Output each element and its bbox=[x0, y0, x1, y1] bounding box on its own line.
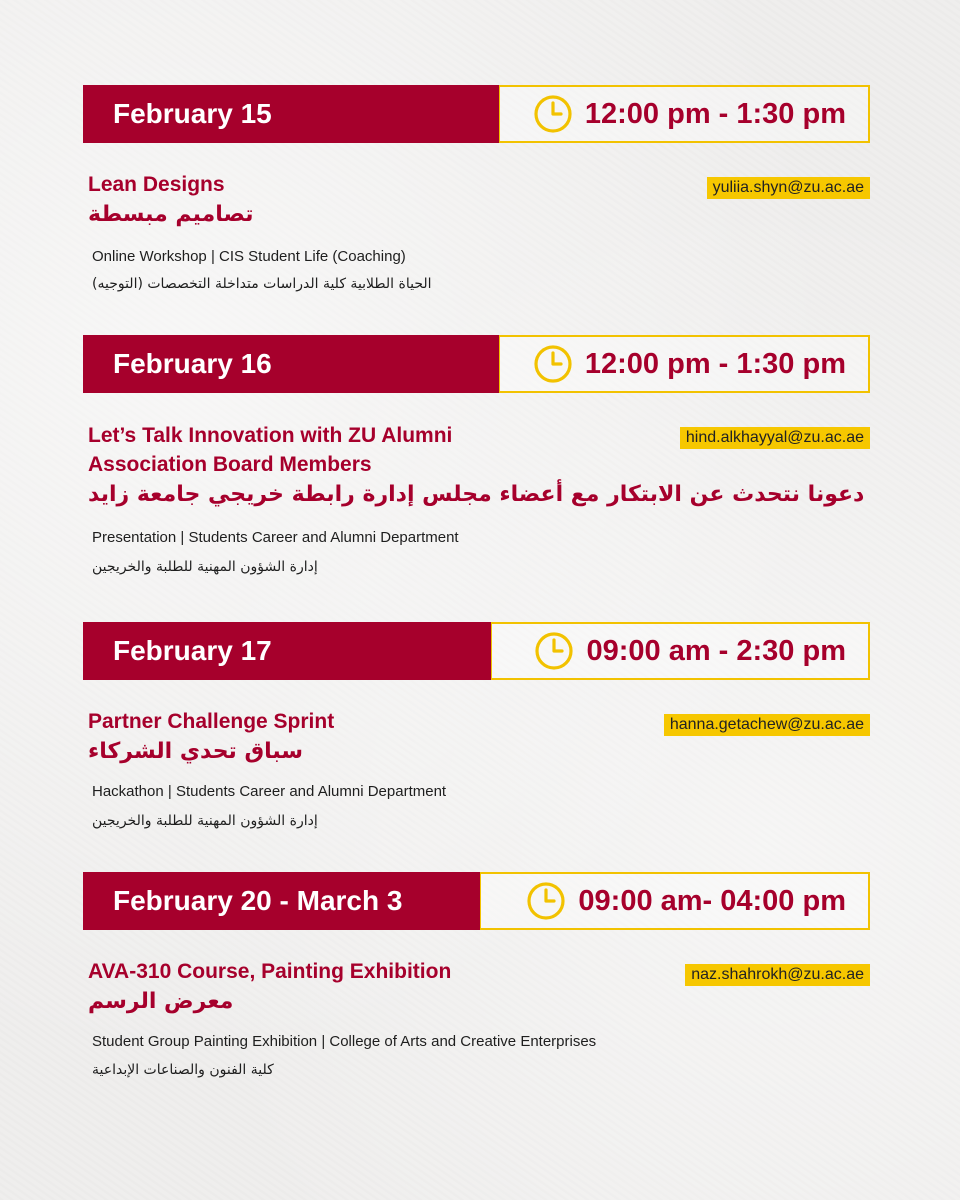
event-time: 09:00 am- 04:00 pm bbox=[578, 884, 846, 917]
event-description-arabic: كلية الفنون والصناعات الإبداعية bbox=[92, 1062, 274, 1078]
event-header bbox=[83, 85, 870, 143]
event-description-arabic: الحياة الطلابية كلية الدراسات متداخلة التخصصات (التوجيه) bbox=[92, 276, 432, 292]
event-header bbox=[83, 335, 870, 393]
event-date: February 17 bbox=[83, 622, 491, 680]
event-title-arabic: دعونا نتحدث عن الابتكار مع أعضاء مجلس إدارة رابطة خريجي جامعة زايد bbox=[88, 482, 865, 507]
event-description: Presentation | Students Career and Alumni Department bbox=[92, 529, 459, 546]
clock-icon bbox=[533, 344, 573, 384]
event-description: Hackathon | Students Career and Alumni Department bbox=[92, 783, 447, 800]
event-title-line-1: Let’s Talk Innovation with ZU Alumni bbox=[88, 424, 453, 447]
event-description: Online Workshop | CIS Student Life (Coaching) bbox=[92, 248, 406, 265]
contact-email[interactable]: yuliia.shyn@zu.ac.ae bbox=[707, 177, 870, 199]
event-date: February 15 bbox=[83, 85, 499, 143]
event-title-line-2: Association Board Members bbox=[88, 453, 372, 476]
event-title: Lean Designs bbox=[88, 173, 225, 196]
contact-email[interactable]: hanna.getachew@zu.ac.ae bbox=[664, 714, 870, 736]
event-title: Partner Challenge Sprint bbox=[88, 710, 335, 733]
event-title-arabic: سباق تحدي الشركاء bbox=[88, 739, 304, 764]
event-time-box bbox=[498, 85, 870, 143]
event-time-box bbox=[498, 335, 870, 393]
event-date: February 16 bbox=[83, 335, 499, 393]
event-card bbox=[83, 622, 870, 837]
event-time-box bbox=[479, 872, 870, 930]
event-description: Student Group Painting Exhibition | College of Arts and Creative Enterprises bbox=[92, 1033, 597, 1050]
event-card bbox=[83, 335, 870, 585]
event-title-arabic: تصاميم مبسطة bbox=[88, 202, 254, 227]
event-description-arabic: إدارة الشؤون المهنية للطلبة والخريجين bbox=[92, 813, 318, 829]
event-header bbox=[83, 872, 870, 930]
event-card bbox=[83, 85, 870, 300]
clock-icon bbox=[526, 881, 566, 921]
event-time: 12:00 pm - 1:30 pm bbox=[584, 97, 846, 130]
clock-icon bbox=[533, 94, 573, 134]
event-time: 09:00 am - 2:30 pm bbox=[586, 634, 846, 667]
contact-email[interactable]: naz.shahrokh@zu.ac.ae bbox=[685, 964, 870, 986]
event-card bbox=[83, 872, 870, 1087]
event-title: AVA-310 Course, Painting Exhibition bbox=[88, 960, 452, 983]
event-title-arabic: معرض الرسم bbox=[88, 989, 234, 1014]
event-time: 12:00 pm - 1:30 pm bbox=[584, 347, 846, 380]
clock-icon bbox=[534, 631, 574, 671]
event-date: February 20 - March 3 bbox=[83, 872, 480, 930]
event-time-box bbox=[490, 622, 870, 680]
event-header bbox=[83, 622, 870, 680]
event-description-arabic: إدارة الشؤون المهنية للطلبة والخريجين bbox=[92, 559, 318, 575]
contact-email[interactable]: hind.alkhayyal@zu.ac.ae bbox=[680, 427, 870, 449]
